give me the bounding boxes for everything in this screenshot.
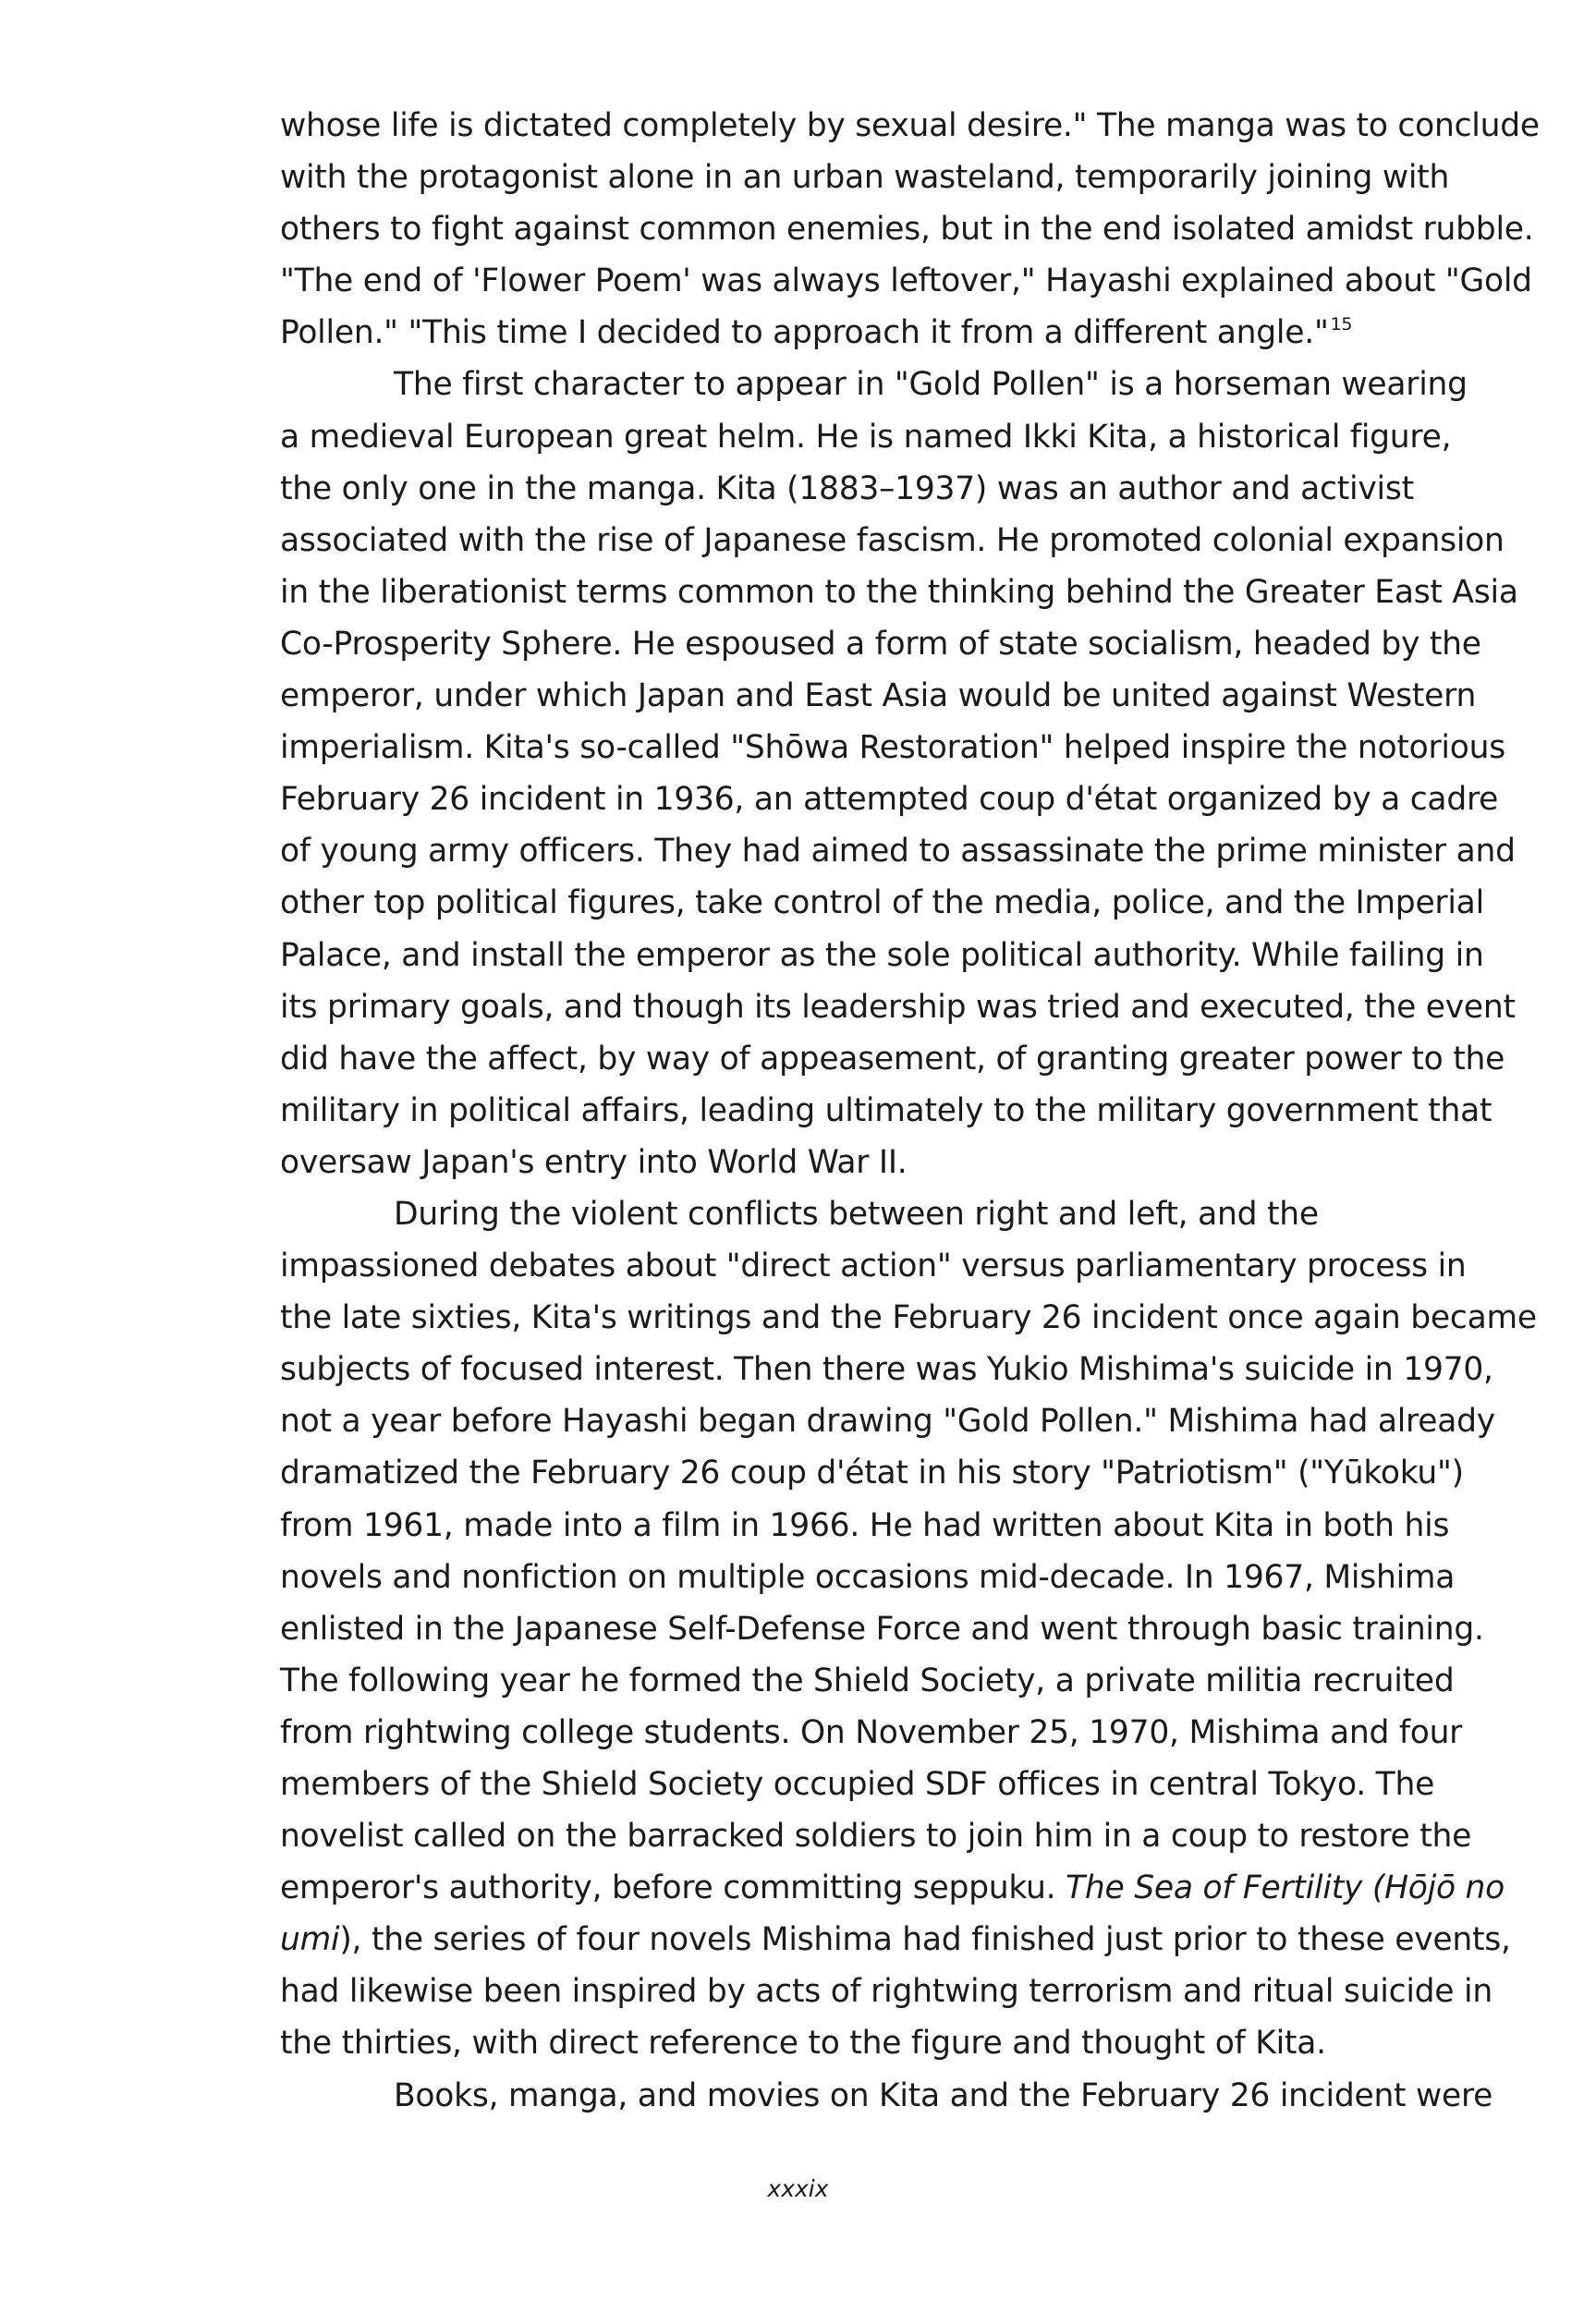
- page-number: xxxix: [767, 2175, 829, 2202]
- text-line: oversaw Japan's entry into World War II.: [280, 1143, 908, 1181]
- text-line: its primary goals, and though its leadership was tried and executed, the event: [280, 988, 1516, 1026]
- text-line: Pollen." "This time I decided to approach it from a different angle." $^{15}$: [280, 314, 1353, 352]
- book-title: umi: [280, 1921, 340, 1959]
- text-line: enlisted in the Japanese Self-Defense Force and went through basic training.: [280, 1610, 1484, 1648]
- text-line: The following year he formed the Shield Society, a private militia recruited: [280, 1662, 1455, 1699]
- paragraph-start-line: Books, manga, and movies on Kita and the February 26 incident were: [394, 2076, 1493, 2114]
- text-line: members of the Shield Society occupied SDF offices in central Tokyo. The: [280, 1766, 1435, 1803]
- text-line: others to fight against common enemies, but in the end isolated amidst rubble.: [280, 211, 1534, 249]
- text-line: from 1961, made into a film in 1966. He had written about Kita in both his: [280, 1506, 1450, 1544]
- paragraph-start-line: During the violent conflicts between right and left, and the: [394, 1195, 1319, 1233]
- body-text: [280, 100, 1540, 2122]
- text-line: associated with the rise of Japanese fascism. He promoted colonial expansion: [280, 521, 1505, 559]
- text-line: impassioned debates about "direct action" versus parliamentary process in: [280, 1248, 1467, 1285]
- text-line: did have the affect, by way of appeasement, of granting greater power to the: [280, 1040, 1505, 1077]
- text-line: of young army officers. They had aimed to assassinate the prime minister and: [280, 833, 1516, 870]
- text-line: Co-Prosperity Sphere. He espoused a form of state socialism, headed by the: [280, 625, 1481, 663]
- text-line: umi), the series of four novels Mishima had finished just prior to these events,: [280, 1921, 1511, 1959]
- text-line: had likewise been inspired by acts of rightwing terrorism and ritual suicide in: [280, 1973, 1492, 2011]
- text-line: with the protagonist alone in an urban wasteland, temporarily joining with: [280, 159, 1450, 197]
- text-line: subjects of focused interest. Then there was Yukio Mishima's suicide in 1970,: [280, 1351, 1493, 1389]
- text-line: dramatized the February 26 coup d'état in his story "Patriotism" ("Yūkoku"): [280, 1455, 1464, 1492]
- text-line: other top political figures, take control of the media, police, and the Imperial: [280, 884, 1484, 922]
- text-line: in the liberationist terms common to the thinking behind the Greater East Asia: [280, 573, 1518, 611]
- text-line: a medieval European great helm. He is named Ikki Kita, a historical figure,: [280, 418, 1452, 456]
- text-line: the late sixties, Kita's writings and the February 26 incident once again became: [280, 1299, 1537, 1337]
- text-line: from rightwing college students. On November 25, 1970, Mishima and four: [280, 1713, 1463, 1751]
- text-line: "The end of 'Flower Poem' was always leftover," Hayashi explained about "Gold: [280, 262, 1532, 300]
- text-line: military in political affairs, leading ultimately to the military government that: [280, 1091, 1492, 1129]
- text-line: February 26 incident in 1936, an attempted coup d'état organized by a cadre: [280, 781, 1499, 819]
- footnote-marker: 15: [1330, 314, 1353, 335]
- text-line: imperialism. Kita's so-called "Shōwa Restoration" helped inspire the notorious: [280, 729, 1505, 767]
- text-line: the only one in the manga. Kita (1883–1937) was an author and activist: [280, 469, 1414, 507]
- text-line: emperor, under which Japan and East Asia would be united against Western: [280, 677, 1477, 715]
- text-line: whose life is dictated completely by sexual desire." The manga was to conclude: [280, 107, 1540, 144]
- text-line: novels and nonfiction on multiple occasions mid-decade. In 1967, Mishima: [280, 1558, 1456, 1596]
- text-line: emperor's authority, before committing seppuku. The Sea of Fertility (Hōjō no: [280, 1869, 1505, 1907]
- text-line: the thirties, with direct reference to the figure and thought of Kita.: [280, 2025, 1326, 2063]
- text-line: novelist called on the barracked soldiers to join him in a coup to restore the: [280, 1818, 1472, 1856]
- text-line: Palace, and install the emperor as the sole political authority. While failing in: [280, 936, 1484, 974]
- text-line: not a year before Hayashi began drawing "Gold Pollen." Mishima had already: [280, 1403, 1495, 1441]
- book-title: The Sea of Fertility (Hōjō no: [1066, 1869, 1505, 1907]
- paragraph-start-line: The first character to appear in "Gold Pollen" is a horseman wearing: [394, 366, 1468, 404]
